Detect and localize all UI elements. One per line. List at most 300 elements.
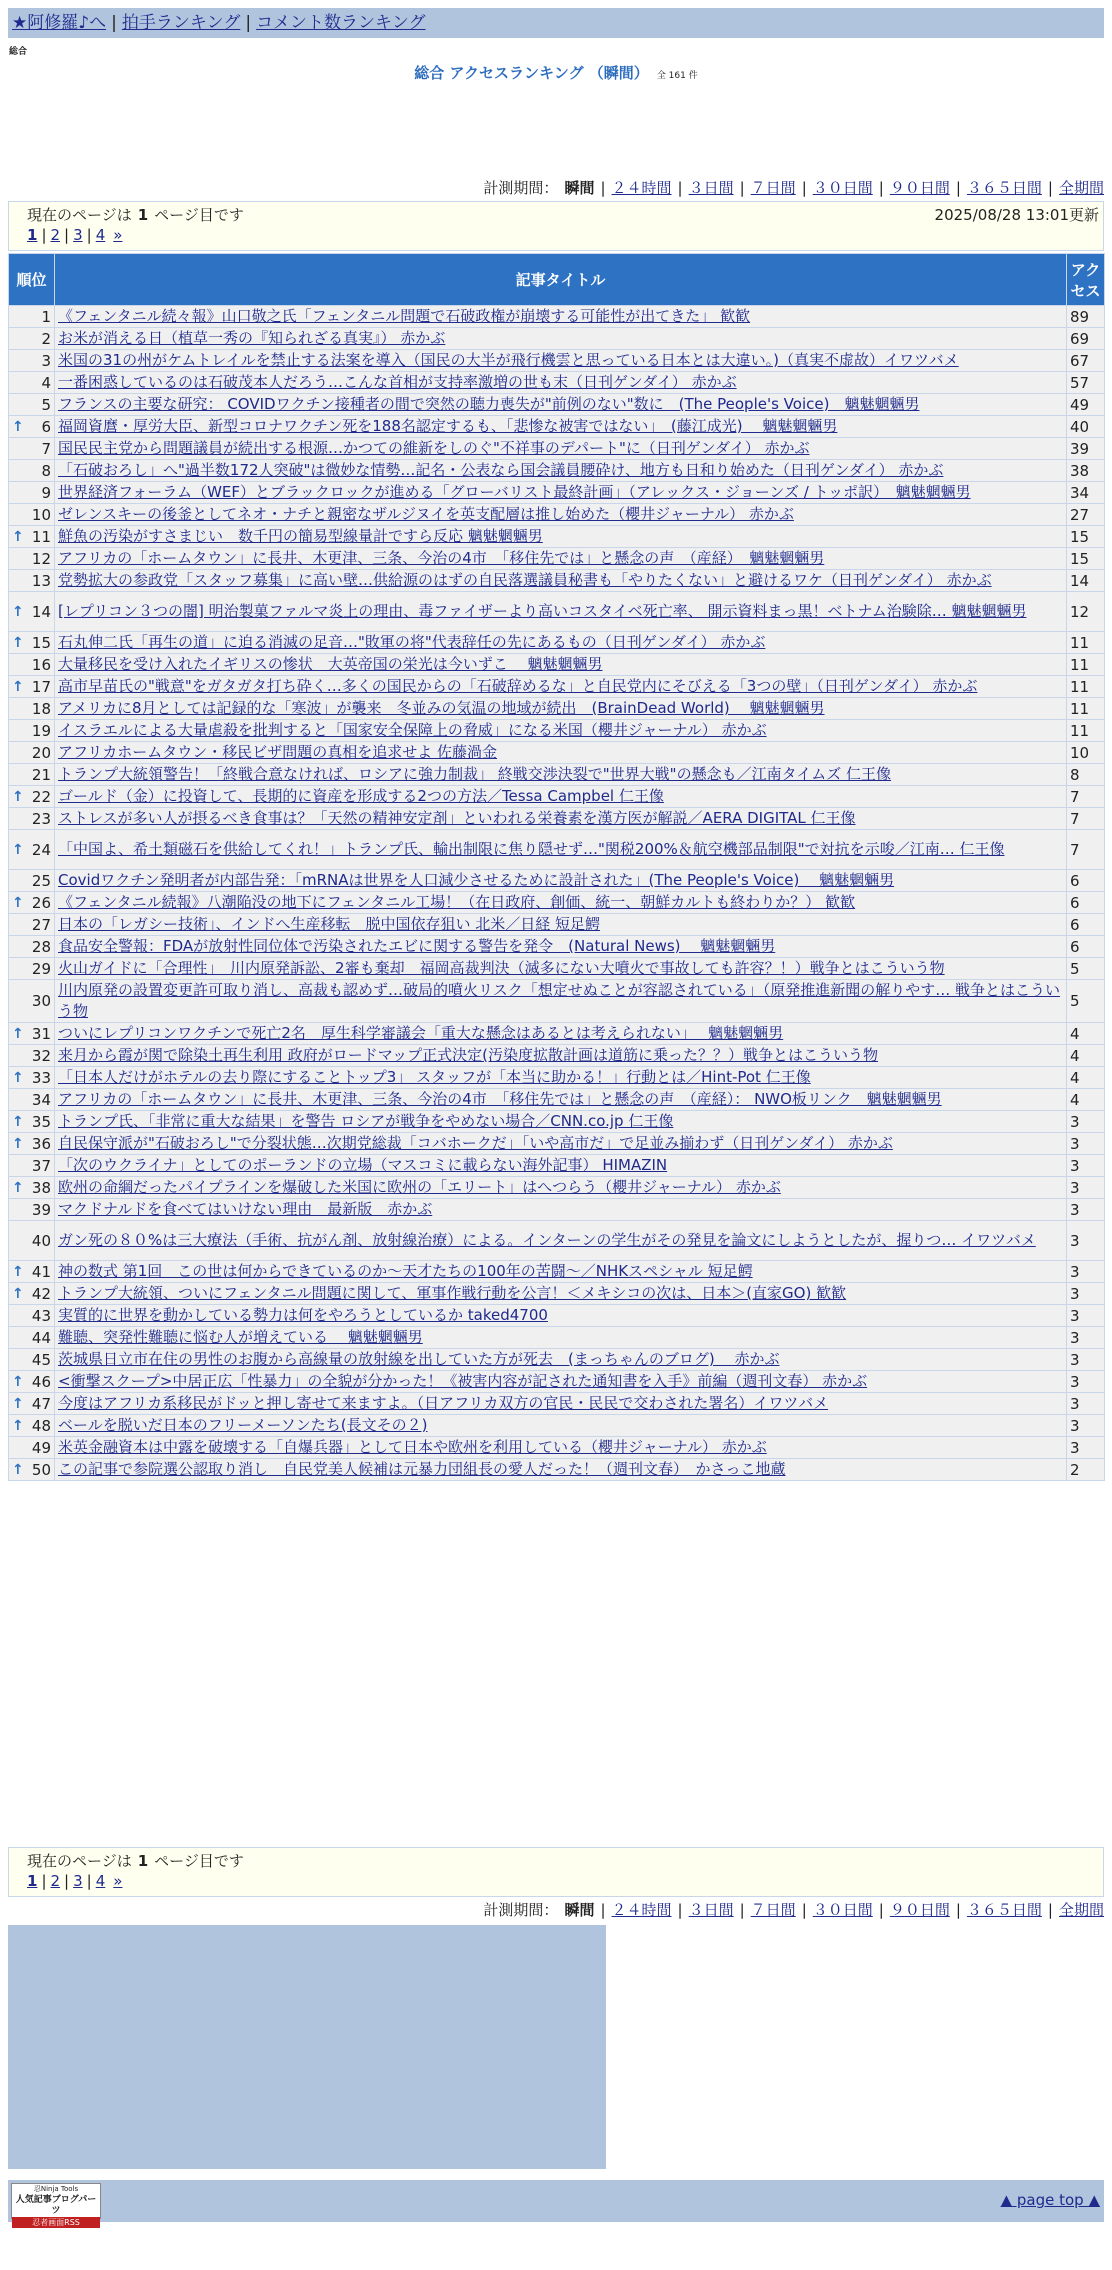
period-label: 計測期間：: [483, 179, 559, 197]
table-row: [9, 1459, 1105, 1481]
access-count: 34: [1067, 482, 1105, 504]
table-row: [9, 1305, 1105, 1327]
article-link[interactable]: 党勢拡大の参政党「スタッフ募集」に高い壁…供給源のはずの自民落選議員秘書も「やりたくない」と避けるワケ（日刊ゲンダイ） 赤かぶ: [58, 571, 992, 589]
access-count: 4: [1067, 1045, 1105, 1067]
title-cell: [55, 980, 1067, 1023]
title-cell: [55, 1067, 1067, 1089]
current-page-text: [27, 204, 244, 225]
article-link[interactable]: 一番困惑しているのは石破茂本人だろう…こんな首相が支持率激増の世も末（日刊ゲンダイ） 赤かぶ: [58, 373, 737, 391]
title-cell: [55, 1111, 1067, 1133]
rank-number: 20: [31, 743, 51, 762]
title-cell: [55, 764, 1067, 786]
period-option[interactable]: ３０日間: [812, 179, 873, 197]
title-cell: [55, 592, 1067, 632]
table-row: [9, 786, 1105, 808]
ranking-table: [8, 253, 1105, 1481]
rank-cell: [9, 1111, 55, 1133]
period-option: 瞬間: [564, 1901, 595, 1919]
table-row: [9, 1177, 1105, 1199]
article-link[interactable]: 難聴、突発性難聴に悩む人が増えている 魑魅魍魎男: [58, 1328, 423, 1346]
rank-number: 32: [31, 1046, 51, 1065]
current-page-number: 1: [137, 1852, 149, 1870]
current-page-post: ページ目です: [154, 206, 244, 224]
rank-cell: [9, 936, 55, 958]
access-count: 4: [1067, 1067, 1105, 1089]
article-link[interactable]: トランプ氏、「非常に重大な結果」を警告 ロシアが戦争をやめない場合／CNN.co.jp 仁王像: [58, 1112, 674, 1130]
rank-cell: [9, 570, 55, 592]
rank-cell: [9, 676, 55, 698]
access-count: 4: [1067, 1089, 1105, 1111]
access-count: 38: [1067, 460, 1105, 482]
rank-cell: [9, 1349, 55, 1371]
table-row: [9, 936, 1105, 958]
rank-number: 11: [31, 527, 51, 546]
access-count: 15: [1067, 526, 1105, 548]
period-separator: |: [1047, 1901, 1053, 1919]
rank-number: 8: [41, 461, 51, 480]
rank-number: 28: [31, 937, 51, 956]
title-cell: [55, 306, 1067, 328]
page-link[interactable]: 1: [27, 226, 38, 244]
period-separator: |: [739, 179, 745, 197]
article-link[interactable]: アフリカの「ホームタウン」に長井、木更津、三条、今治の4市 「移住先では」と懸念の声 （産経） 魑魅魍魎男: [58, 549, 825, 567]
period-option[interactable]: ３６５日間: [966, 179, 1042, 197]
title-cell: [55, 698, 1067, 720]
rank-cell: [9, 958, 55, 980]
rank-cell: [9, 1327, 55, 1349]
period-option[interactable]: 全期間: [1058, 179, 1104, 197]
applause-ranking-link[interactable]: 拍手ランキング: [121, 13, 241, 33]
rank-up-arrow-icon: ↑: [12, 1025, 24, 1042]
title-cell: [55, 1155, 1067, 1177]
period-option: 瞬間: [564, 179, 595, 197]
period-option[interactable]: ３６５日間: [966, 1901, 1042, 1919]
access-count: 89: [1067, 306, 1105, 328]
rank-up-arrow-icon: ↑: [12, 1179, 24, 1196]
access-count: 3: [1067, 1371, 1105, 1393]
access-count: 15: [1067, 548, 1105, 570]
period-separator: |: [600, 179, 606, 197]
ad-placeholder: [8, 1925, 606, 2169]
table-row: [9, 958, 1105, 980]
rank-number: 2: [41, 329, 51, 348]
period-option[interactable]: ３日間: [688, 1901, 734, 1919]
rank-number: 9: [41, 483, 51, 502]
rank-up-arrow-icon: ↑: [12, 603, 24, 620]
rank-number: 1: [41, 307, 51, 326]
rank-cell: [9, 482, 55, 504]
title-cell: [55, 1045, 1067, 1067]
table-row: [9, 1261, 1105, 1283]
rank-cell: [9, 460, 55, 482]
rank-up-arrow-icon: ↑: [12, 1069, 24, 1086]
table-row: [9, 306, 1105, 328]
rank-up-arrow-icon: ↑: [12, 1461, 24, 1478]
ranking-body: [9, 306, 1105, 1481]
table-row: [9, 328, 1105, 350]
title-cell: [55, 328, 1067, 350]
title-cell: [55, 526, 1067, 548]
article-link[interactable]: 米英金融資本は中露を破壊する「自爆兵器」として日本や欧州を利用している（櫻井ジャーナル） 赤かぶ: [58, 1438, 767, 1456]
access-count: 14: [1067, 570, 1105, 592]
access-count: 12: [1067, 592, 1105, 632]
ninja-tools-badge[interactable]: [11, 2183, 101, 2227]
comment-ranking-link[interactable]: コメント数ランキング: [256, 13, 426, 33]
table-row: [9, 654, 1105, 676]
rank-up-arrow-icon: ↑: [12, 894, 24, 911]
updated-timestamp: 2025/08/28 13:01更新: [934, 206, 1099, 224]
title-cell: [55, 742, 1067, 764]
article-link[interactable]: トランプ大統領警告！「終戦合意なければ、ロシアに強力制裁」 終戦交渉決裂で"世界大戦"の懸念も／江南タイムズ 仁王像: [58, 765, 892, 783]
period-separator: |: [955, 179, 961, 197]
rank-number: 29: [31, 959, 51, 978]
article-link[interactable]: アフリカの「ホームタウン」に長井、木更津、三条、今治の4市 「移住先では」と懸念の声 （産経）： NWO板リンク 魑魅魍魎男: [58, 1090, 942, 1108]
article-link[interactable]: 来月から霞が関で除染土再生利用 政府がロードマップ正式決定(汚染度拡散計画は道筋に乗った？？）戦争とはこういう物: [58, 1046, 879, 1064]
rank-cell: [9, 372, 55, 394]
table-row: [9, 698, 1105, 720]
rank-number: 7: [41, 439, 51, 458]
title-cell: [55, 1415, 1067, 1437]
access-count: 10: [1067, 742, 1105, 764]
table-row: [9, 1111, 1105, 1133]
article-link[interactable]: 石丸伸二氏「再生の道」に迫る消滅の足音…"敗軍の将"代表辞任の先にあるもの（日刊ゲンダイ） 赤かぶ: [58, 633, 766, 651]
access-count: 27: [1067, 504, 1105, 526]
page-top-link[interactable]: ▲ page top ▲: [1000, 2191, 1100, 2209]
title-cell: [55, 1089, 1067, 1111]
access-count: 3: [1067, 1111, 1105, 1133]
title-cell: [55, 438, 1067, 460]
access-count: 3: [1067, 1177, 1105, 1199]
next-page-link[interactable]: »: [113, 1872, 123, 1890]
article-link[interactable]: 食品安全警報：FDAが放射性同位体で汚染されたエビに関する警告を発令 (Natural News) 魑魅魍魎男: [58, 937, 776, 955]
title-cell: [55, 1349, 1067, 1371]
rank-number: 6: [41, 417, 51, 436]
table-row: [9, 1045, 1105, 1067]
period-option[interactable]: ３日間: [688, 179, 734, 197]
rank-number: 37: [31, 1156, 51, 1175]
access-count: 3: [1067, 1305, 1105, 1327]
table-row: [9, 1415, 1105, 1437]
article-link[interactable]: 「石破おろし」へ"過半数172人突破"は微妙な情勢…記名・公表なら国会議員腰砕け、地方も日和り始めた（日刊ゲンダイ） 赤かぶ: [58, 461, 944, 479]
nav-separator: |: [245, 13, 252, 33]
period-option[interactable]: ２４時間: [611, 179, 672, 197]
page-link[interactable]: 2: [50, 1872, 61, 1890]
period-separator: |: [878, 179, 884, 197]
period-separator: |: [878, 1901, 884, 1919]
title-cell: [55, 1199, 1067, 1221]
rank-cell: [9, 892, 55, 914]
article-link[interactable]: ついにレプリコンワクチンで死亡2名 厚生科学審議会「重大な懸念はあるとは考えられない」 魑魅魍魎男: [58, 1024, 784, 1042]
rank-cell: [9, 1089, 55, 1111]
page-link[interactable]: 3: [73, 226, 83, 244]
rank-cell: [9, 1283, 55, 1305]
period-selector-top: [483, 177, 1104, 198]
rank-number: 34: [31, 1090, 51, 1109]
rank-cell: [9, 1437, 55, 1459]
article-link[interactable]: 川内原発の設置変更許可取り消し、高裁も認めず…破局的噴火リスク「想定せぬことが容認されている」（原発推進新聞の解りやす… 戦争とはこういう物: [58, 981, 1060, 1020]
rank-number: 42: [31, 1284, 51, 1303]
article-link[interactable]: ガン死の８０%は三大療法（手術、抗がん剤、放射線治療）による。インターンの学生がその発見を論文にしようとしたが、握りつ… イワツバメ: [58, 1231, 1036, 1249]
article-link[interactable]: 茨城県日立市在住の男性のお腹から高線量の放射線を出していた方が死去 (まっちゃんのブログ) 赤かぶ: [58, 1350, 780, 1368]
rank-number: 5: [41, 395, 51, 414]
article-link[interactable]: <衝撃スクープ>中居正広「性暴力」の全貌が分かった！《被害内容が記された通知書を入手》前編（週刊文春） 赤かぶ: [58, 1372, 868, 1390]
rank-cell: [9, 830, 55, 870]
rank-cell: [9, 438, 55, 460]
rank-cell: [9, 1371, 55, 1393]
article-link[interactable]: ゴールド（金）に投資して、長期的に資産を形成する2つの方法／Tessa Campbel 仁王像: [58, 787, 664, 805]
article-link[interactable]: [レプリコン３つの闇] 明治製菓ファルマ炎上の理由、毒ファイザーより高いコスタイベ死亡率、 開示資料まっ黒！ベトナム治験除… 魑魅魍魎男: [58, 602, 1027, 620]
article-link[interactable]: 欧州の命綱だったパイプラインを爆破した米国に欧州の「エリート」はへつらう（櫻井ジャーナル） 赤かぶ: [58, 1178, 781, 1196]
article-link[interactable]: お米が消える日（植草一秀の『知られざる真実』） 赤かぶ: [58, 329, 446, 347]
article-link[interactable]: ベールを脱いだ日本のフリーメーソンたち(長文その２): [58, 1416, 428, 1434]
rank-cell: [9, 1221, 55, 1261]
next-page-link[interactable]: »: [113, 226, 123, 244]
rank-cell: [9, 394, 55, 416]
article-link[interactable]: 神の数式 第1回 この世は何からできているのか〜天才たちの100年の苦闘〜／NHKスペシャル 短足鰐: [58, 1262, 753, 1280]
home-link[interactable]: ★阿修羅♪へ: [12, 13, 107, 33]
table-row: [9, 870, 1105, 892]
rank-number: 36: [31, 1134, 51, 1153]
pager-bottom: [8, 1847, 1104, 1897]
article-link[interactable]: トランプ大統領、ついにフェンタニル問題に関して、軍事作戦行動を公言！＜メキシコの次は、日本＞(直家GO) 歓歓: [58, 1284, 847, 1302]
rank-number: 21: [31, 765, 51, 784]
rank-number: 33: [31, 1068, 51, 1087]
rank-number: 24: [31, 840, 51, 859]
table-row: [9, 1221, 1105, 1261]
article-link[interactable]: 火山ガイドに「合理性」 川内原発訴訟、2審も棄却 福岡高裁判決（滅多にない大噴火で事故しても許容？！）戦争とはこういう物: [58, 959, 945, 977]
table-row: [9, 394, 1105, 416]
rank-number: 45: [31, 1350, 51, 1369]
rank-number: 46: [31, 1372, 51, 1391]
rank-up-arrow-icon: ↑: [12, 678, 24, 695]
rank-number: 13: [31, 571, 51, 590]
rank-number: 23: [31, 809, 51, 828]
access-count: 40: [1067, 416, 1105, 438]
table-row: [9, 720, 1105, 742]
current-page-number: 1: [137, 206, 149, 224]
article-link[interactable]: 日本の「レガシー技術」、インドへ生産移転 脱中国依存狙い 北米／日経 短足鰐: [58, 915, 601, 933]
title-cell: [55, 482, 1067, 504]
table-row: [9, 372, 1105, 394]
rank-number: 18: [31, 699, 51, 718]
table-row: [9, 830, 1105, 870]
table-row: [9, 460, 1105, 482]
period-label: 計測期間：: [483, 1901, 559, 1919]
period-option[interactable]: 全期間: [1058, 1901, 1104, 1919]
article-link[interactable]: 実質的に世界を動かしている勢力は何をやろうとしているか taked4700: [58, 1306, 548, 1324]
rank-cell: [9, 720, 55, 742]
title-cell: [55, 1133, 1067, 1155]
page-separator: |: [86, 1872, 92, 1890]
table-row: [9, 1067, 1105, 1089]
article-link[interactable]: フランスの主要な研究： COVIDワクチン接種者の間で突然の聴力喪失が"前例のない"数に (The People's Voice) 魑魅魍魎男: [58, 395, 920, 413]
title-cell: [55, 1023, 1067, 1045]
title-cell: [55, 676, 1067, 698]
access-count: 3: [1067, 1155, 1105, 1177]
article-link[interactable]: アメリカに8月としては記録的な「寒波」が襲来 冬並みの気温の地域が続出 (BrainDead World) 魑魅魍魎男: [58, 699, 825, 717]
title-cell: [55, 1221, 1067, 1261]
page-separator: |: [41, 1872, 47, 1890]
period-selector-bottom: [483, 1899, 1104, 1920]
table-row: [9, 1371, 1105, 1393]
period-option[interactable]: ９０日間: [889, 179, 950, 197]
page-links: [27, 226, 122, 244]
title-cell: [55, 504, 1067, 526]
article-link[interactable]: 米国の31の州がケムトレイルを禁止する法案を導入（国民の大半が飛行機雲と思っている日本とは大違い。)（真実不虚故）イワツバメ: [58, 351, 959, 369]
title-cell: [55, 1177, 1067, 1199]
access-count: 11: [1067, 698, 1105, 720]
rank-up-arrow-icon: ↑: [12, 788, 24, 805]
page-separator: |: [64, 226, 70, 244]
article-link[interactable]: 今度はアフリカ系移民がドッと押し寄せて来ますよ。（日アフリカ双方の官民・民民で交わされた署名）イワツバメ: [58, 1394, 829, 1412]
access-count: 3: [1067, 1393, 1105, 1415]
rank-number: 35: [31, 1112, 51, 1131]
page-link[interactable]: 1: [27, 1872, 38, 1890]
title-cell: [55, 808, 1067, 830]
article-link[interactable]: マクドナルドを食べてはいけない理由 最新版 赤かぶ: [58, 1200, 433, 1218]
page-link[interactable]: 4: [95, 1872, 106, 1890]
article-link[interactable]: 大量移民を受け入れたイギリスの惨状 大英帝国の栄光は今いずこ 魑魅魍魎男: [58, 655, 603, 673]
table-row: [9, 548, 1105, 570]
rank-cell: [9, 1393, 55, 1415]
period-option[interactable]: ２４時間: [611, 1901, 672, 1919]
period-separator: |: [801, 179, 807, 197]
access-count: 4: [1067, 1023, 1105, 1045]
table-row: [9, 808, 1105, 830]
period-option[interactable]: ３０日間: [812, 1901, 873, 1919]
access-count: 7: [1067, 808, 1105, 830]
table-row: [9, 632, 1105, 654]
title-cell: [55, 914, 1067, 936]
access-count: 7: [1067, 830, 1105, 870]
table-row: [9, 980, 1105, 1023]
rank-cell: [9, 1155, 55, 1177]
title-cell: [55, 1305, 1067, 1327]
access-count: 3: [1067, 1283, 1105, 1305]
article-link[interactable]: 高市早苗氏の"戦意"をガタガタ打ち砕く…多くの国民からの「石破辞めるな」と自民党内にそびえる「3つの壁」（日刊ゲンダイ） 赤かぶ: [58, 677, 978, 695]
table-row: [9, 570, 1105, 592]
page-link[interactable]: 4: [95, 226, 106, 244]
rank-number: 26: [31, 893, 51, 912]
article-link[interactable]: 福岡資麿・厚労大臣、新型コロナワクチン死を188名認定するも、「悲惨な被害ではない」 (藤江成光) 魑魅魍魎男: [58, 417, 838, 435]
current-page-pre: 現在のページは: [27, 1852, 132, 1870]
rank-number: 15: [31, 633, 51, 652]
title-cell: [55, 830, 1067, 870]
period-separator: |: [739, 1901, 745, 1919]
table-row: [9, 504, 1105, 526]
rank-cell: [9, 1045, 55, 1067]
article-link[interactable]: 「次のウクライナ」としてのポーランドの立場（マスコミに載らない海外記事） HIMAZIN: [58, 1156, 668, 1174]
period-separator: |: [600, 1901, 606, 1919]
title-cell: [55, 460, 1067, 482]
article-link[interactable]: ストレスが多い人が摂るべき食事は？「天然の精神安定剤」といわれる栄養素を漢方医が解説／AERA DIGITAL 仁王像: [58, 809, 856, 827]
access-count: 5: [1067, 958, 1105, 980]
rank-number: 19: [31, 721, 51, 740]
rank-cell: [9, 632, 55, 654]
table-row: [9, 1327, 1105, 1349]
rank-number: 50: [31, 1460, 51, 1479]
title-cell: [55, 720, 1067, 742]
rank-number: 27: [31, 915, 51, 934]
total-count: 全 161 件: [656, 71, 698, 81]
table-row: [9, 764, 1105, 786]
rank-number: 10: [31, 505, 51, 524]
title-cell: [55, 936, 1067, 958]
period-separator: |: [801, 1901, 807, 1919]
article-link[interactable]: アフリカホームタウン・移民ビザ問題の真相を追求せよ 佐藤渦金: [58, 743, 498, 761]
article-link[interactable]: 《フェンタニル続報》八潮陥没の地下にフェンタニル工場！（在日政府、創価、統一、朝鮮カルトも終わりか？） 歓歓: [58, 893, 856, 911]
access-count: 6: [1067, 892, 1105, 914]
col-rank-header: 順位: [9, 254, 55, 306]
rank-number: 38: [31, 1178, 51, 1197]
page-link[interactable]: 2: [50, 226, 61, 244]
table-row: [9, 892, 1105, 914]
rank-cell: [9, 504, 55, 526]
article-link[interactable]: この記事で参院選公認取り消し 自民党美人候補は元暴力団組長の愛人だった！（週刊文春） かさっこ地蔵: [58, 1460, 786, 1478]
access-count: 6: [1067, 870, 1105, 892]
table-header: [9, 254, 1105, 306]
article-link[interactable]: ゼレンスキーの後釜としてネオ・ナチと親密なザルジヌイを英支配層は推し始めた（櫻井ジャーナル） 赤かぶ: [58, 505, 794, 523]
rank-cell: [9, 1305, 55, 1327]
article-link[interactable]: 国民民主党から問題議員が続出する根源…かつての維新をしのぐ"不祥事のデパート"に（日刊ゲンダイ） 赤かぶ: [58, 439, 810, 457]
access-count: 6: [1067, 936, 1105, 958]
title-cell: [55, 1393, 1067, 1415]
period-option[interactable]: ７日間: [750, 179, 796, 197]
rank-cell: [9, 914, 55, 936]
access-count: 49: [1067, 394, 1105, 416]
access-count: 57: [1067, 372, 1105, 394]
access-count: 11: [1067, 720, 1105, 742]
article-link[interactable]: イスラエルによる大量虐殺を批判すると「国家安全保障上の脅威」になる米国（櫻井ジャーナル） 赤かぶ: [58, 721, 767, 739]
table-row: [9, 1349, 1105, 1371]
table-row: [9, 1133, 1105, 1155]
ranking-title: 総合 アクセスランキング （瞬間）: [414, 64, 649, 82]
rank-up-arrow-icon: ↑: [12, 528, 24, 545]
article-link[interactable]: 《フェンタニル続々報》山口敬之氏「フェンタニル問題で石破政権が崩壊する可能性が出てきた」 歓歓: [58, 307, 751, 325]
title-cell: [55, 416, 1067, 438]
rank-cell: [9, 416, 55, 438]
article-link[interactable]: 世界経済フォーラム（WEF）とブラックロックが進める「グローバリスト最終計画」（アレックス・ジョーンズ / トッポ訳） 魑魅魍魎男: [58, 483, 971, 501]
article-link[interactable]: 鮮魚の汚染がすさまじい 数千円の簡易型線量計ですら反応 魑魅魍魎男: [58, 527, 543, 545]
rank-number: 40: [31, 1231, 51, 1250]
current-page-text: [27, 1850, 244, 1871]
title-cell: [55, 1459, 1067, 1481]
period-option[interactable]: ９０日間: [889, 1901, 950, 1919]
table-row: [9, 1023, 1105, 1045]
article-link[interactable]: 「中国よ、希土類磁石を供給してくれ！」トランプ氏、輸出制限に焦り隠せず…"関税200%＆航空機部品制限"で対抗を示唆／江南… 仁王像: [58, 840, 1005, 858]
rank-cell: [9, 1199, 55, 1221]
title-cell: [55, 1283, 1067, 1305]
rank-number: 25: [31, 871, 51, 890]
rank-number: 48: [31, 1416, 51, 1435]
page-link[interactable]: 3: [73, 1872, 83, 1890]
title-cell: [55, 1437, 1067, 1459]
table-row: [9, 526, 1105, 548]
title-cell: [55, 892, 1067, 914]
rank-cell: [9, 980, 55, 1023]
rank-number: 16: [31, 655, 51, 674]
period-option[interactable]: ７日間: [750, 1901, 796, 1919]
access-count: 3: [1067, 1133, 1105, 1155]
rank-number: 47: [31, 1394, 51, 1413]
article-link[interactable]: Covidワクチン発明者が内部告発：「mRNAは世界を人口減少させるために設計された」(The People's Voice) 魑魅魍魎男: [58, 871, 895, 889]
rank-up-arrow-icon: ↑: [12, 1395, 24, 1412]
rank-number: 30: [31, 992, 51, 1010]
article-link[interactable]: 「日本人だけがホテルの去り際にすることトップ3」 スタッフが「本当に助かる！」行動とは／Hint-Pot 仁王像: [58, 1068, 811, 1086]
title-cell: [55, 958, 1067, 980]
page-separator: |: [64, 1872, 70, 1890]
article-link[interactable]: 自民保守派が"石破おろし"で分裂状態…次期党総裁「コバホークだ」「いや高市だ」で足並み揃わず（日刊ゲンダイ） 赤かぶ: [58, 1134, 893, 1152]
